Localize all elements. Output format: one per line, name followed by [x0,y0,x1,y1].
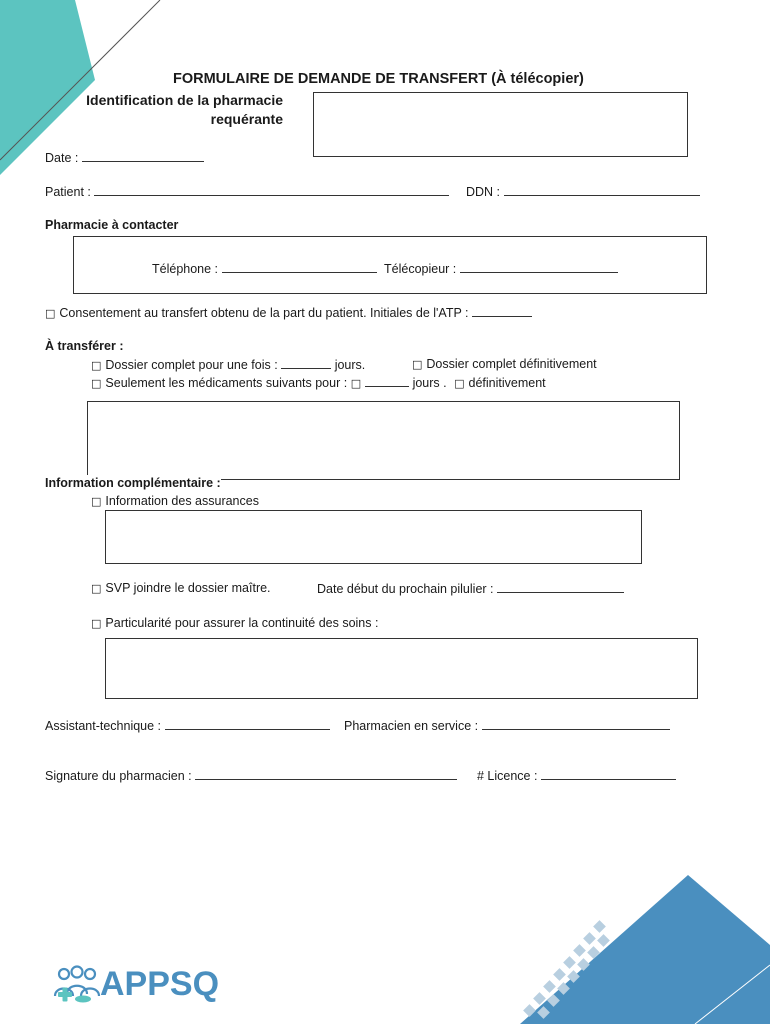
continuity-box[interactable] [105,638,698,699]
only-meds-text: Seulement les médicaments suivants pour : [105,376,348,390]
complete-once-text: Dossier complet pour une fois : [105,358,278,372]
master-file-text: SVP joindre le dossier maître. [105,581,271,595]
next-pillbox-field[interactable] [497,580,624,593]
fax-field[interactable] [460,260,618,273]
people-with-cross-icon [52,964,102,1006]
only-meds-row [91,374,546,392]
ddn-row [466,183,700,200]
additional-info-heading: Information complémentaire : [45,476,221,490]
insurance-checkbox[interactable]: □ [91,495,102,508]
next-pillbox-label: Date début du prochain pilulier : [317,582,494,596]
continuity-text: Particularité pour assurer la continuité des soins : [105,616,379,630]
patient-row [45,183,449,200]
complete-once-checkbox[interactable]: □ [91,359,102,372]
assistant-field[interactable] [165,717,330,730]
complete-once-days-field[interactable] [281,356,331,369]
patient-label: Patient : [45,185,91,199]
ddn-field[interactable] [504,183,700,196]
consent-checkbox[interactable]: □ [45,307,56,320]
signature-label: Signature du pharmacien : [45,769,192,783]
complete-permanent-row [412,356,597,373]
complete-once-row [91,356,365,374]
consent-text: Consentement au transfert obtenu de la part du patient. Initiales de l'ATP : [59,306,469,320]
license-field[interactable] [541,767,676,780]
requesting-pharmacy-label [40,91,283,129]
pharmacist-on-duty-label: Pharmacien en service : [344,719,479,733]
only-meds-permanent-text: définitivement [468,376,546,390]
medications-list-box[interactable] [87,401,680,480]
telephone-label: Téléphone : [152,262,219,276]
fax-label: Télécopieur : [384,262,457,276]
date-field[interactable] [82,149,204,162]
date-row [45,149,204,166]
assistant-row [45,717,330,734]
corner-decoration-bottom-right [480,870,770,1024]
next-pillbox-row [317,580,624,597]
continuity-checkbox[interactable]: □ [91,617,102,630]
assistant-label: Assistant-technique : [45,719,162,733]
requesting-pharmacy-box[interactable] [313,92,688,157]
requesting-pharmacy-label-line2: requérante [210,111,283,127]
telephone-field[interactable] [222,260,377,273]
atp-initials-field[interactable] [472,304,532,317]
date-label: Date : [45,151,79,165]
only-meds-days-label: jours . [412,376,447,390]
appsq-logo [52,962,242,1008]
pharmacist-on-duty-field[interactable] [482,717,670,730]
transfer-heading: À transférer : [45,339,124,353]
only-meds-permanent-checkbox[interactable]: □ [454,377,465,390]
master-file-row [91,580,271,597]
insurance-text: Information des assurances [105,494,259,508]
only-meds-days-field[interactable] [365,374,409,387]
signature-field[interactable] [195,767,457,780]
license-row [477,767,676,784]
ddn-label: DDN : [466,185,501,199]
requesting-pharmacy-label-line1: Identification de la pharmacie [86,92,283,108]
pharmacist-on-duty-row [344,717,670,734]
insurance-row [91,493,259,510]
license-label: # Licence : [477,769,538,783]
logo-text: APPSQ [100,965,220,1003]
complete-permanent-text: Dossier complet définitivement [426,357,597,371]
consent-row [45,304,532,322]
complete-once-days-label: jours. [334,358,366,372]
telephone-row [152,260,618,277]
continuity-row [91,615,378,632]
pharmacy-to-contact-heading: Pharmacie à contacter [45,218,179,232]
patient-field[interactable] [94,183,449,196]
only-meds-checkbox[interactable]: □ [91,377,102,390]
complete-permanent-checkbox[interactable]: □ [412,358,423,371]
signature-row [45,767,457,784]
only-meds-days-checkbox[interactable]: □ [350,377,362,390]
master-file-checkbox[interactable]: □ [91,582,102,595]
insurance-box[interactable] [105,510,642,564]
form-title: FORMULAIRE DE DEMANDE DE TRANSFERT (À télécopier) [173,71,584,87]
